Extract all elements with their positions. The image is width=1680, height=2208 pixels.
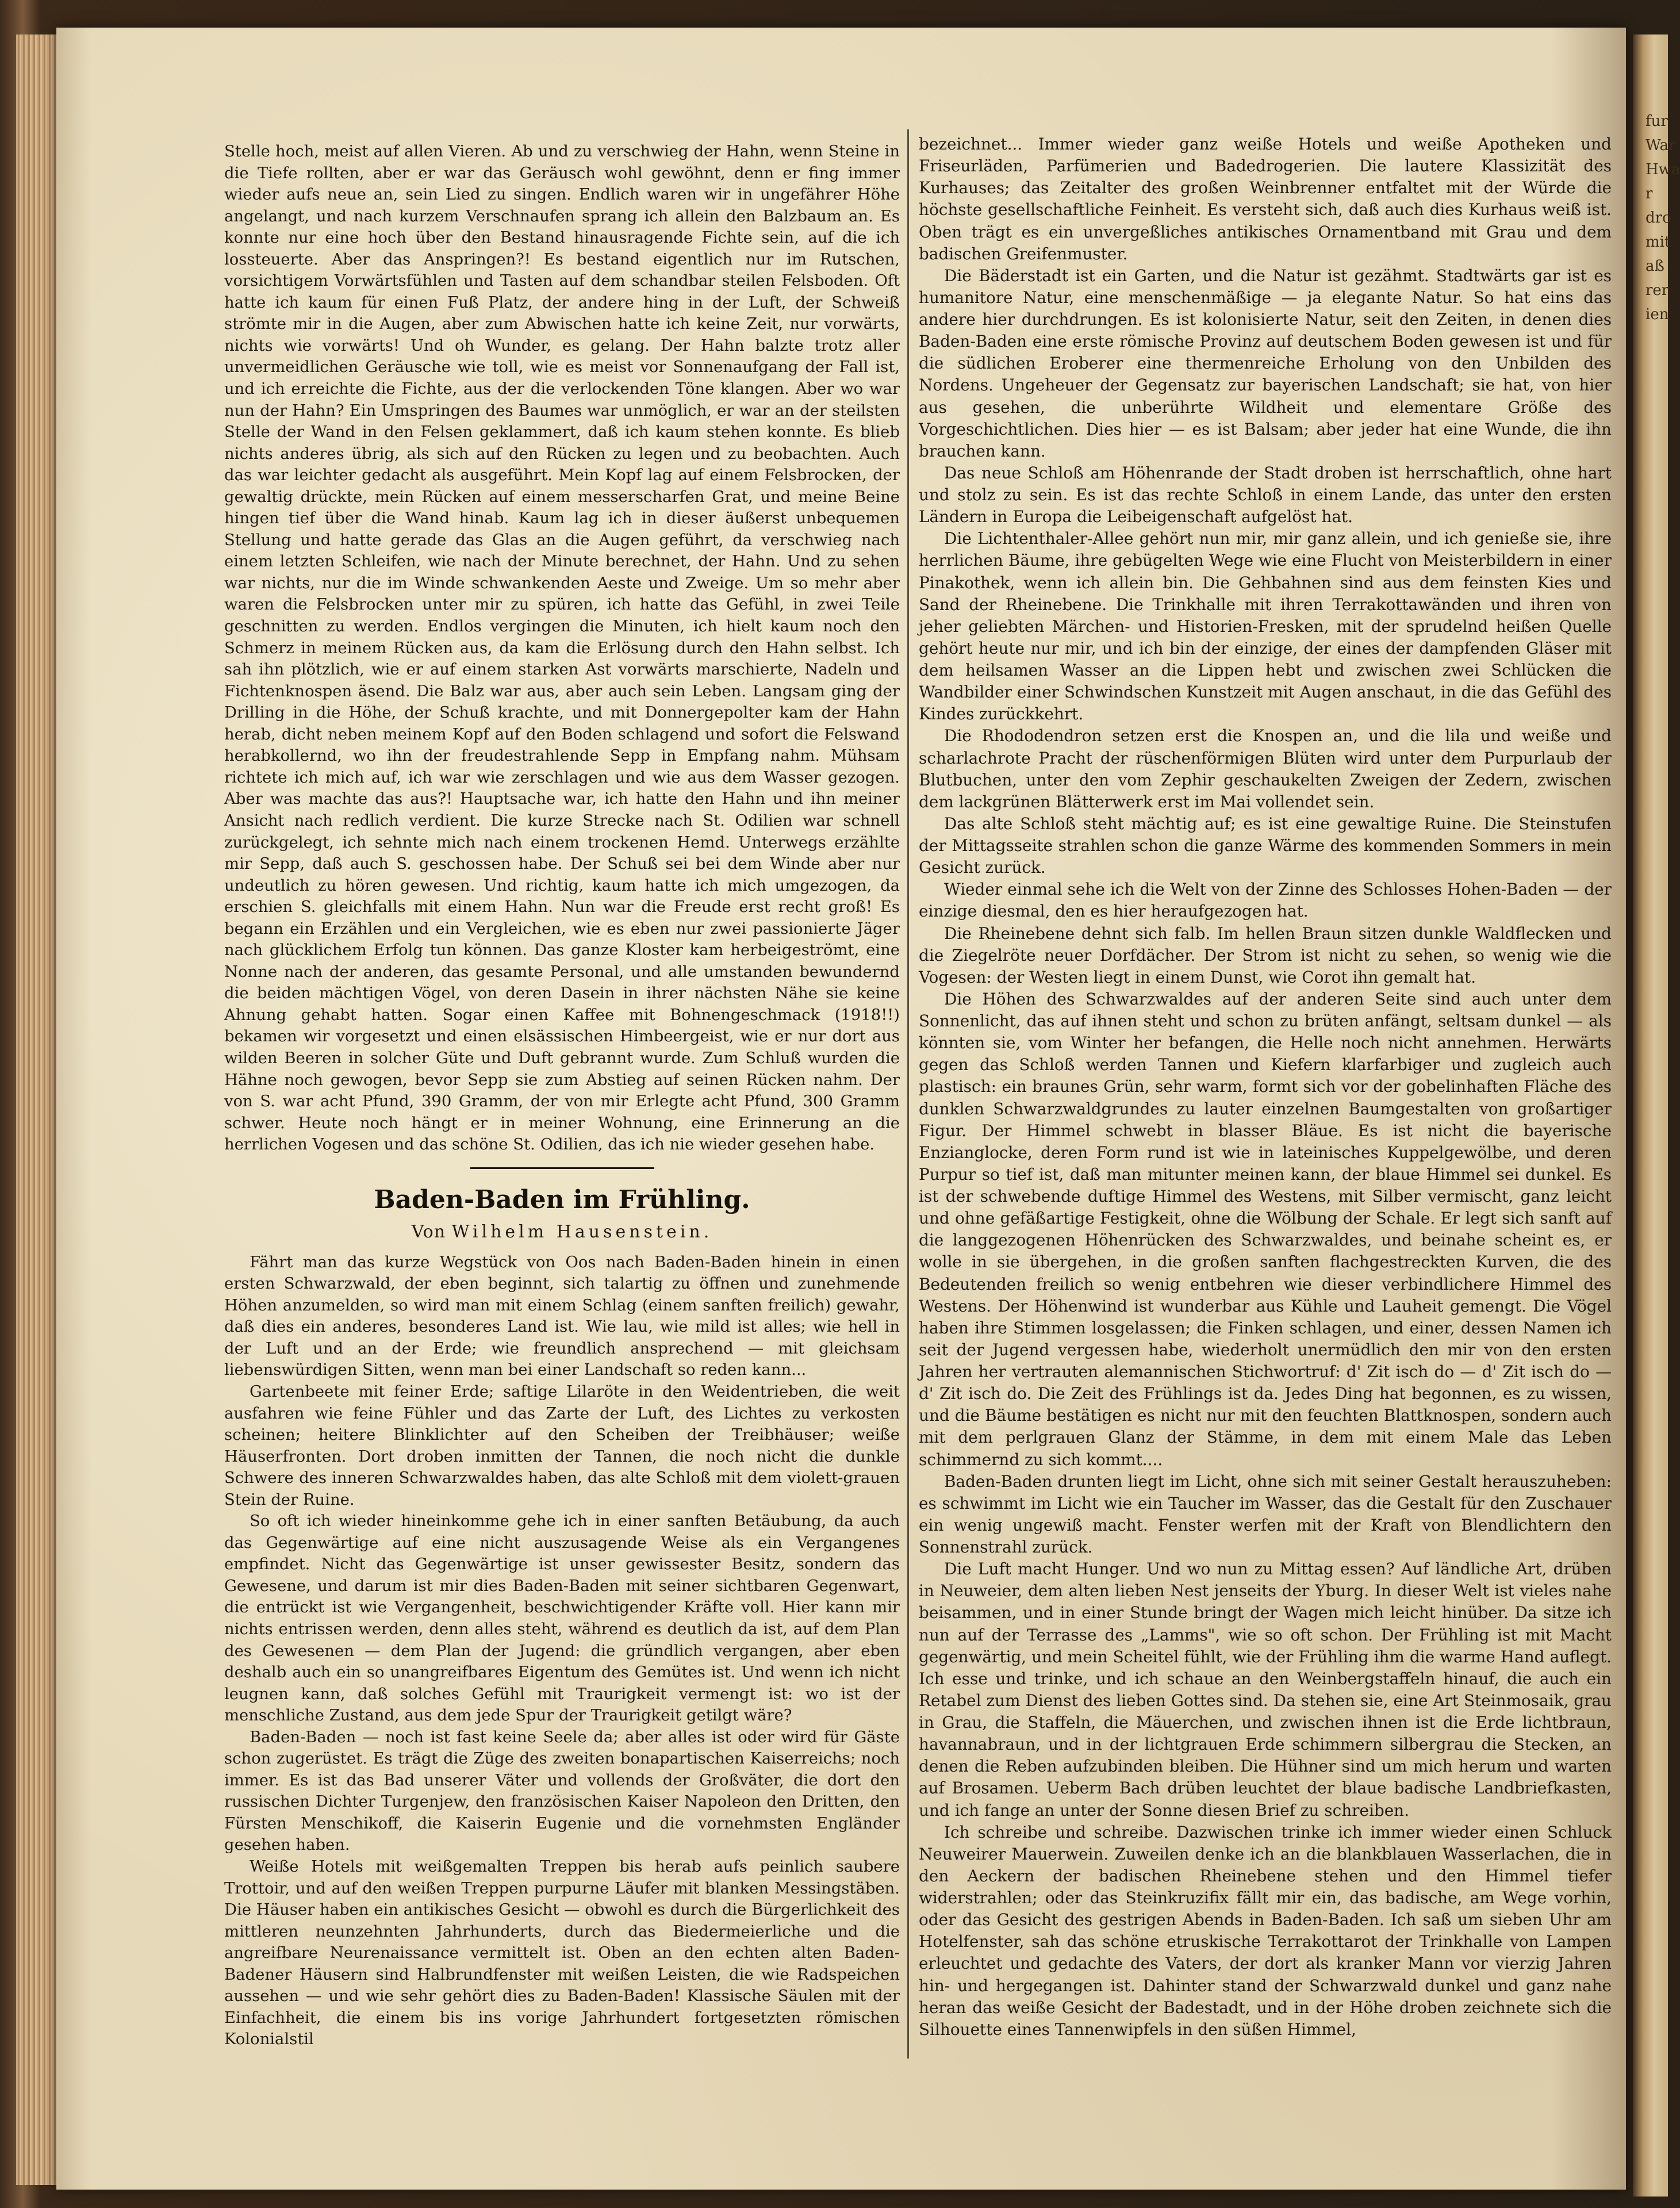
paragraph: Das neue Schloß am Höhenrande der Stadt droben ist herrschaftlich, ohne hart und stolz zu sein. Es ist das rechte Schloß in einem Lande, das unter den ersten Ländern in Europa die Leibeigenschaft aufgelöst hat. xyxy=(919,463,1612,527)
adjacent-page-fragment xyxy=(1646,327,1666,351)
adjacent-page-fragment xyxy=(1646,665,1666,689)
adjacent-page-fragment xyxy=(1646,858,1666,882)
adjacent-page-fragment xyxy=(1646,641,1666,665)
paragraph: Baden-Baden — noch ist fast keine Seele da; aber alles ist oder wird für Gäste schon zugerüstet. Es trägt die Züge des zweiten bonapartischen Kaiserreichs; noch immer. Es ist das Bad unserer Väter und vollends der Großväter, die dort den russischen Dichter Turgenjew, den französischen Kaiser Napoleon den Dritten, den Fürsten Menschikoff, die Kaiserin Eugenie und die vornehmsten Engländer gesehen haben. xyxy=(224,1728,900,1854)
adjacent-page-fragment: aß xyxy=(1646,258,1664,275)
adjacent-page-fragment xyxy=(1646,810,1666,834)
article-byline xyxy=(224,1220,900,1245)
adjacent-page-fragment xyxy=(1646,568,1666,592)
adjacent-page-fragment: fur xyxy=(1646,113,1668,130)
left-paragraphs-before xyxy=(224,141,900,1156)
adjacent-page-fragment xyxy=(1646,834,1666,858)
paragraph: Baden-Baden drunten liegt im Licht, ohne sich mit seiner Gestalt herauszuheben: es schwimmt im Licht wie ein Taucher im Wasser, das die Gestalt für den Zuschauer ein wenig ungewiß macht. Fenster werfen mit der Kraft von Blendlichtern den Sonnenstrahl zurück. xyxy=(919,1471,1612,1557)
adjacent-page-fragment: rer xyxy=(1646,282,1669,299)
paragraph: Die Rheinebene dehnt sich falb. Im hellen Braun sitzen dunkle Waldflecken und die Ziegelröte neuer Dorfdächer. Der Strom ist nicht zu sehen, so wenig wie die Vogesen: der Westen liegt in einem Dunst, wie Corot ihn gemalt hat. xyxy=(919,923,1612,987)
adjacent-page-fragment: dro xyxy=(1646,209,1671,227)
adjacent-page-fragment: ien xyxy=(1646,306,1669,323)
byline-author: Wilhelm Hausenstein. xyxy=(451,1221,713,1242)
adjacent-page-fragment: mit xyxy=(1646,233,1671,251)
article-title: Baden-Baden im Frühling. xyxy=(374,1184,750,1214)
adjacent-page-fragment xyxy=(1646,906,1666,930)
adjacent-page-fragment xyxy=(1646,689,1666,713)
right-column xyxy=(919,133,1612,2041)
paragraph: Weiße Hotels mit weißgemalten Treppen bis herab aufs peinlich saubere Trottoir, und auf den weißen Treppen purpurne Läufer mit blanken Messingstäben. Die Häuser haben ein antikisches Gesicht — obwohl es durch die Bürgerlichkeit des mittleren neunzehnten Jahrhunderts, durch das Biedermeierliche und die angreifbare Neurenaissance vermittelt ist. Oben an den echten alten Baden-Badener Häusern sind Halbrundfenster mit weißen Leisten, die wie Radspeichen aussehen — und wie sehr gehört dies zu Baden-Baden! Klassische Säulen mit der Einfachheit, die einem bis ins vorige Jahrhundert fortgesetzten römischen Kolonialstil xyxy=(224,1858,900,2049)
adjacent-page-fragment xyxy=(1646,351,1666,375)
adjacent-page-fragment xyxy=(1646,785,1666,810)
paragraph: Die Rhododendron setzen erst die Knospen an, und die lila und weiße und scharlachrote Pracht der rüschenförmigen Blüten wird unter dem Purpurlaub der Blutbuchen, unter den vom Zephir geschaukelten Zweigen der Zedern, zwischen dem lackgrünen Blätterwerk erst im Mai vollendet sein. xyxy=(919,726,1612,811)
adjacent-page-fragment xyxy=(1646,496,1666,520)
adjacent-page-fragment xyxy=(1646,447,1666,471)
paragraph: Wieder einmal sehe ich die Welt von der Zinne des Schlosses Hohen-Baden — der einzige diesmal, den es hier heraufgezogen hat. xyxy=(919,880,1612,921)
paragraph: bezeichnet... Immer wieder ganz weiße Hotels und weiße Apotheken und Friseurläden, Parfümerien und Badedrogerien. Die lautere Klassizität des Kurhauses; das Zeitalter des großen Weinbrenner entfaltet mit der Würde die höchste gesellschaftliche Feinheit. Es versteht sich, daß auch dies Kurhaus weiß ist. Oben trägt es ein unvergeßliches antikisches Ornamentband mit Grau und dem badischen Greifenmuster. xyxy=(919,135,1612,263)
byline-prefix: Von xyxy=(411,1221,446,1242)
adjacent-page-fragment xyxy=(1646,471,1666,496)
adjacent-page-fragment xyxy=(1646,423,1666,447)
adjacent-page-fragment xyxy=(1646,616,1666,641)
article-separator-rule xyxy=(470,1167,654,1169)
adjacent-page-fragment xyxy=(1646,713,1666,737)
adjacent-page-fragment: r xyxy=(1646,185,1653,202)
adjacent-page-fragment xyxy=(1646,592,1666,616)
adjacent-page-fragment: Hwa xyxy=(1646,161,1680,178)
paragraph: Das alte Schloß steht mächtig auf; es ist eine gewaltige Ruine. Die Steinstufen der Mittagsseite strahlen schon die ganze Wärme des kommenden Sommers in mein Gesicht zurück. xyxy=(919,814,1612,877)
adjacent-page-text xyxy=(1646,109,1680,954)
adjacent-page-fragment xyxy=(1646,737,1666,761)
adjacent-page-fragment xyxy=(1646,882,1666,906)
paragraph: Ich schreibe und schreibe. Dazwischen trinke ich immer wieder einen Schluck Neuweirer Mauerwein. Zuweilen denke ich an die blankblauen Wasserlachen, die in den Aeckern der badischen Rheinebene stehen und den Himmel tiefer widerstrahlen; oder das Steinkruzifix fällt mir ein, das badische, am Wege vorhin, oder das Gesicht des gestrigen Abends in Baden-Baden. Ich saß um sieben Uhr am Hotelfenster, sah das schöne etruskische Terrakottarot der Trinkhalle von Lampen erleuchtet und gedachte des Vaters, der dort als kranker Mann vor vierzig Jahren hin- und hergegangen ist. Dahinter stand der Schwarzwald dunkel und ganz nahe heran das weiße Gesicht der Badestadt, und in der Höhe droben zeichnete sich die Silhouette eines Tannenwipfels in den süßen Himmel, xyxy=(919,1822,1612,2039)
book-page-edges xyxy=(16,34,62,2185)
adjacent-page-fragment xyxy=(1646,930,1666,954)
adjacent-page-fragment xyxy=(1646,399,1666,423)
paragraph: Die Bäderstadt ist ein Garten, und die Natur ist gezähmt. Stadtwärts gar ist es humanitore Natur, eine menschenmäßige — ja elegante Natur. So hat eins das andere hier durchdrungen. Es ist kolonisierte Natur, seit den Zeiten, in denen dies Baden-Baden eine erste römische Provinz auf deutschem Boden gewesen ist und für die südlichen Eroberer eine thermenreiche Erholung von den Unbilden des Nordens. Ungeheuer der Gegensatz zur bayerischen Landschaft; sie hat, von hier aus gesehen, die unberührte Wildheit und elementare Größe des Vorgeschichtlichen. Dies hier — es ist Balsam; aber jeder hat eine Wunde, die ihn brauchen kann. xyxy=(919,266,1612,461)
paragraph: Fährt man das kurze Wegstück von Oos nach Baden-Baden hinein in einen ersten Schwarzwald, der eben beginnt, sich talartig zu öffnen und zunehmende Höhen anzumelden, so wird man mit einem Schlag (einem sanften freilich) gewahr, daß dies ein anderes, besonderes Land ist. Wie lau, wie mild ist alles; wie hell in der Luft und an der Erde; wie freundlich ansprechend — mit gleichsam liebenswürdigen Sitten, wenn man bei einer Landschaft so reden kann... xyxy=(224,1253,900,1379)
adjacent-page-fragment: War xyxy=(1646,137,1676,154)
column-divider xyxy=(907,129,909,2058)
adjacent-page-fragment xyxy=(1646,520,1666,544)
paragraph: Die Lichtenthaler-Allee gehört nun mir, mir ganz allein, und ich genieße sie, ihre herrlichen Bäume, ihre gebügelten Wege wie eine Flucht von Meisterbildern in einer Pinakothek, wenn ich allein bin. Die Gehbahnen sind aus dem feinsten Kies und Sand der Rheinebene. Die Trinkhalle mit ihren Terrakottawänden und ihren von jeher geliebten Märchen- und Historien-Fresken, mit der sprudelnd heißen Quelle gehört heute nur mir, und ich bin der einzige, der eines der dampfenden Gläser mit dem heilsamen Wasser an die Lippen hebt und zwischen zwei Schlücken die Wandbilder einer Schwindschen Kunstzeit mit Augen anschaut, in die das Gefühl des Kindes zurückkehrt. xyxy=(919,529,1612,724)
paragraph: Die Höhen des Schwarzwaldes auf der anderen Seite sind auch unter dem Sonnenlicht, das auf ihnen steht und schon zu brüten anfängt, seltsam dunkel — als könnten sie, vom Winter her befangen, die Helle noch nicht annehmen. Herwärts gegen das Schloß werden Tannen und Kiefern klarfarbiger und zugleich auch plastisch: ein braunes Grün, sehr warm, formt sich vor der gobelinhaften Fläche des dunklen Schwarzwaldgrundes zu lauter einzelnen Baumgestalten von großartiger Figur. Der Himmel schwebt in blasser Bläue. Es ist nicht die bayerische Enzianglocke, deren Form rund ist wie in lateinisches Kuppelgewölbe, und deren Purpur so tief ist, daß man mitunter meinen kann, der blaue Himmel sei dunkel. Es ist der schwebende duftige Himmel des Westens, mit Silber vermischt, ganz leicht und ohne gefäßartige Festigkeit, ohne die Wölbung der Schale. Er legt sich sanft auf die langgezogenen Höhenrücken des Schwarzwaldes, und beinahe scheint es, er wolle in sie übergehen, in die großen sanften flachgestreckten Kurven, die des Bedeutenden freilich so wenig entbehren wie dieser verbindlichere Himmel des Westens. Der Höhenwind ist wunderbar aus Kühle und Lauheit gemengt. Die Vögel haben ihre Stimmen losgelassen; die Finken schlagen, und einer, dessen Namen ich seit der Jugend vergessen habe, wiederholt unermüdlich den mir von den ersten Jahren her vertrauten alemannischen Stichwortruf: d' Zit isch do — d' Zit isch do — d' Zit isch do. Die Zeit des Frühlings ist da. Jedes Ding hat begonnen, es zu wissen, und die Bäume bestätigen es nicht nur mit den feuchten Blattknospen, sondern auch mit dem perlgrauen Glanz der Stämme, in dem mit einem Male das Leben schimmernd zu sich kommt.... xyxy=(919,989,1612,1469)
paragraph: Stelle hoch, meist auf allen Vieren. Ab und zu verschwieg der Hahn, wenn Steine in die Tiefe rollten, aber er war das Geräusch wohl gewöhnt, denn er fing immer wieder aufs neue an, sein Lied zu singen. Endlich waren wir in ungefährer Höhe angelangt, und nach kurzem Verschnaufen sprang ich allein den Balzbaum an. Es konnte nur eine hoch über den Bestand hinausragende Fichte sein, auf die ich lossteuerte. Aber das Anspringen?! Es bestand eigentlich nur im Rutschen, vorsichtigem Vorwärtsfühlen und Tasten auf dem schandbar steilen Felsboden. Oft hatte ich kaum für einen Fuß Platz, der andere hing in der Luft, der Schweiß strömte mir in die Augen, aber zum Abwischen hatte ich keine Zeit, nur vorwärts, nichts wie vorwärts! Und oh Wunder, es gelang. Der Hahn balzte trotz aller unvermeidlichen Geräusche wie toll, wie es meist vor Sonnenaufgang der Fall ist, und ich erreichte die Fichte, aus der die verlockenden Töne klangen. Aber wo war nun der Hahn? Ein Umspringen des Baumes war unmöglich, er war an der steilsten Stelle der Wand in den Felsen geklammert, daß ich kaum stehen konnte. Es blieb nichts anderes übrig, als sich auf den Rücken zu legen und zu beobachten. Auch das war leichter gedacht als ausgeführt. Mein Kopf lag auf einem Felsbrocken, der gewaltig drückte, mein Rücken auf einem messerscharfen Grat, und meine Beine hingen tief über die Wand hinab. Kaum lag ich in dieser äußerst unbequemen Stellung und hatte gerade das Glas an die Augen geführt, da verschwieg nach einem letzten Schleifen, wie nach der Minute berechnet, der Hahn. Und zu sehen war nichts, nur die im Winde schwankenden Aeste und Zweige. Um so mehr aber waren die Felsbrocken unter mir zu spüren, ich hatte das Gefühl, in zwei Teile geschnitten zu werden. Endlos vergingen die Minuten, ich hielt kaum noch den Schmerz in meinem Rücken aus, da kam die Erlösung durch den Hahn selbst. Ich sah ihn plötzlich, wie er auf einem starken Ast vorwärts marschierte, Nadeln und Fichtenknospen äsend. Die Balz war aus, aber auch sein Leben. Langsam ging der Drilling in die Höhe, der Schuß krachte, und mit Donnergepolter kam der Hahn herab, dicht neben meinem Kopf auf den Boden schlagend und sofort die Felswand herabkollernd, wo ihn der freudestrahlende Sepp in Empfang nahm. Mühsam richtete ich mich auf, ich war wie zerschlagen und wie aus dem Wasser gezogen. Aber was machte das aus?! Hauptsache war, ich hatte den Hahn und ihn meiner Ansicht nach redlich verdient. Die kurze Strecke nach St. Odilien war schnell zurückgelegt, ich sehnte mich nach einem trockenen Hemd. Unterwegs erzählte mir Sepp, daß auch S. geschossen habe. Der Schuß sei bei dem Winde aber nur undeutlich zu hören gewesen. Und richtig, kaum hatte ich mich umgezogen, da erschien S. gleichfalls mit einem Hahn. Nun war die Freude erst recht groß! Es begann ein Erzählen und ein Vergleichen, wie es eben nur zwei passionierte Jäger nach glücklichem Erfolg tun können. Das ganze Kloster kam herbeigeströmt, eine Nonne nach der anderen, das gesamte Personal, und alle umstanden bewundernd die beiden mächtigen Vögel, von deren Dasein in ihrer nächsten Nähe sie keine Ahnung gehabt hatten. Sogar einen Kaffee mit Bohnengeschmack (1918!!) bekamen wir vorgesetzt und einen elsässischen Himbeergeist, wie er nur dort aus wilden Beeren in solcher Güte und Duft gebrannt wurde. Zum Schluß wurden die Hähne noch gewogen, bevor Sepp sie zum Abstieg auf seinen Rücken nahm. Der von S. war acht Pfund, 390 Gramm, der von mir Erlegte acht Pfund, 300 Gramm schwer. Heute noch hängt er in meiner Wohnung, eine Erinnerung an die herrlichen Vogesen und das schöne St. Odilien, das ich nie wieder gesehen habe. xyxy=(224,143,900,1154)
paragraph: Die Luft macht Hunger. Und wo nun zu Mittag essen? Auf ländliche Art, drüben in Neuweier, dem alten lieben Nest jenseits der Yburg. In dieser Welt ist vieles nahe beisammen, und in einer Stunde bringt der Wagen mich leicht hinüber. Da sitze ich nun auf der Terrasse des „Lamms", wie so oft schon. Der Frühling ist mit Macht gegenwärtig, und mein Scheitel fühlt, wie der Frühling ihm die warme Hand auflegt. Ich esse und trinke, und ich schaue an den Weinbergstaffeln hinauf, die auch ein Retabel zum Dienst des lieben Gottes sind. Da stehen sie, eine Art Steinmosaik, grau in Grau, die Staffeln, die Mäuerchen, und zwischen ihnen ist die Erde lichtbraun, havannabraun, und in der lichtgrauen Erde schimmern silbergrau die Stecken, an denen die Reben aufzubinden bleiben. Die Hühner sind um mich herum und warten auf Brosamen. Ueberm Bach drüben leuchtet der blaue badische Landbriefkasten, und ich fange an unter der Sonne diesen Brief zu schreiben. xyxy=(919,1559,1612,1820)
adjacent-page-fragment xyxy=(1646,761,1666,785)
paragraph: So oft ich wieder hineinkomme gehe ich in einer sanften Betäubung, da auch das Gegenwärtige auf eine nicht auszusagende Weise als ein Vergangenes empfindet. Nicht das Gegenwärtige ist unser gewissester Besitz, sondern das Gewesene, und darum ist mir dies Baden-Baden mit seiner sichtbaren Gegenwart, die entrückt ist wie Vergangenheit, beschwichtigender Kräfte voll. Hier kann mir nichts entrissen werden, denn alles steht, während es deutlich da ist, auf dem Plan des Gewesenen — dem Plan der Jugend: die gründlich vergangen, aber eben deshalb auch ein so unangreifbares Eigentum des Gemütes ist. Und wenn ich nicht leugnen kann, daß solches Gefühl mit Traurigkeit vermengt ist: wo ist der menschliche Zustand, aus dem jede Spur der Traurigkeit getilgt wäre? xyxy=(224,1512,900,1725)
adjacent-page-fragment xyxy=(1646,544,1666,568)
left-column xyxy=(224,141,900,2050)
adjacent-page-fragment xyxy=(1646,375,1666,399)
left-paragraphs-after xyxy=(224,1252,900,2050)
paragraph: Gartenbeete mit feiner Erde; saftige Lilaröte in den Weidentrieben, die weit ausfahren wie feine Fühler und das Zarte der Luft, des Lichtes zu verkosten scheinen; heitere Blinklichter auf den Scheiben der Treibhäuser; weiße Häuserfronten. Dort droben inmitten der Tannen, die noch nicht die dunkle Schwere des inneren Schwarzwaldes haben, das alte Schloß mit dem violett-grauen Stein der Ruine. xyxy=(224,1382,900,1509)
